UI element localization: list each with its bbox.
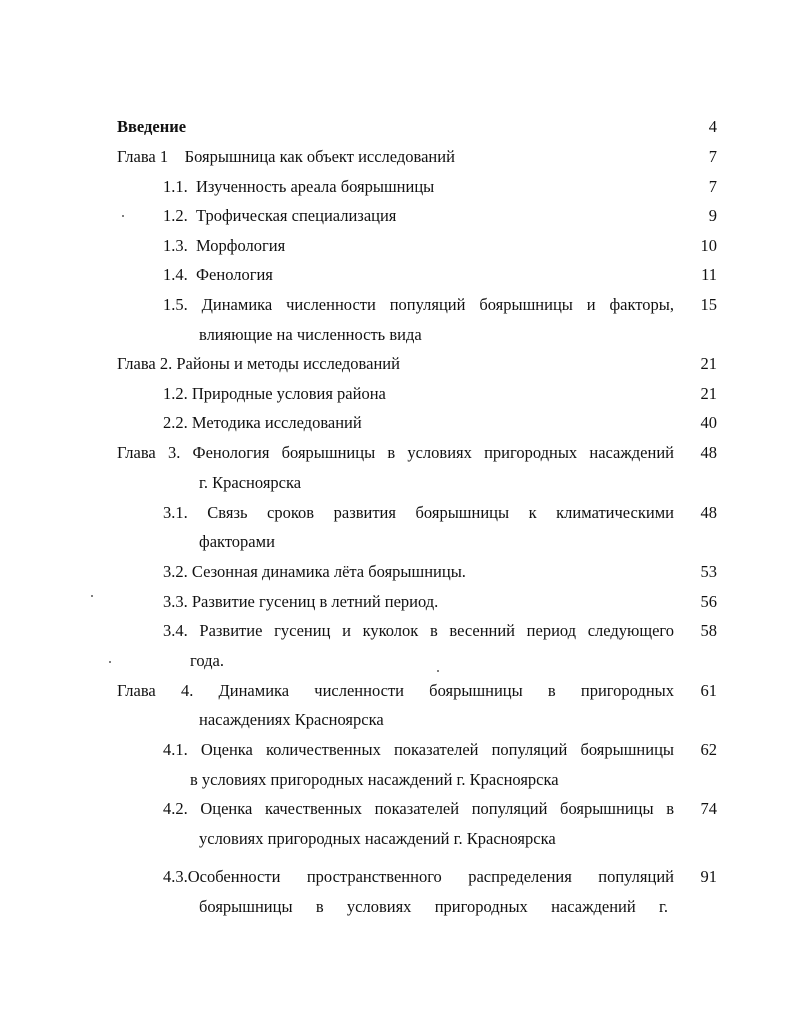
toc-entry-2-2: 2.2. Методика исследований bbox=[163, 413, 362, 432]
toc-entry-1-5: 1.5. Динамика численности популяций боярышницы и факторы, bbox=[163, 295, 674, 314]
toc-entry-1-3: 1.3. Морфология bbox=[163, 236, 286, 255]
toc-page-number: 53 bbox=[700, 562, 717, 581]
toc-page-number: 58 bbox=[700, 621, 717, 640]
scan-speck bbox=[109, 661, 111, 663]
toc-entry-chapter-1: Глава 1 Боярышница как объект исследований bbox=[117, 147, 455, 166]
toc-page-number: 7 bbox=[708, 147, 717, 166]
toc-entry-continuation: насаждениях Красноярска bbox=[199, 710, 384, 729]
toc-page-number: 21 bbox=[700, 354, 717, 373]
toc-page-number: 15 bbox=[700, 295, 717, 314]
toc-page-number: 9 bbox=[708, 206, 717, 225]
toc-page-number: 74 bbox=[700, 799, 717, 818]
toc-page-number: 56 bbox=[700, 592, 717, 611]
toc-entry-chapter-3: Глава 3. Фенология боярышницы в условиях пригородных насаждений bbox=[117, 443, 674, 462]
toc-entry-3-2: 3.2. Сезонная динамика лёта боярышницы. bbox=[163, 562, 466, 581]
toc-entry-3-4: 3.4. Развитие гусениц и куколок в весенний период следующего bbox=[163, 621, 674, 640]
toc-entry-continuation: условиях пригородных насаждений г. Красноярска bbox=[199, 829, 556, 848]
toc-entry-chapter-4: Глава 4. Динамика численности боярышницы в пригородных bbox=[117, 681, 674, 700]
toc-entry-continuation: в условиях пригородных насаждений г. Красноярска bbox=[190, 770, 559, 789]
scan-speck bbox=[91, 595, 93, 597]
toc-entry-continuation: факторами bbox=[199, 532, 275, 551]
toc-entry-4-1: 4.1. Оценка количественных показателей популяций боярышницы bbox=[163, 740, 674, 759]
toc-page-number: 7 bbox=[708, 177, 717, 196]
toc-entry-1-4: 1.4. Фенология bbox=[163, 265, 273, 284]
toc-page-number: 21 bbox=[700, 384, 717, 403]
toc-entry-1-1: 1.1. Изученность ареала боярышницы bbox=[163, 177, 435, 196]
toc-page-number: 91 bbox=[700, 867, 717, 886]
toc-entry-4-3: 4.3.Особенности пространственного распределения популяций bbox=[163, 867, 674, 886]
toc-entry-3-1: 3.1. Связь сроков развития боярышницы к климатическими bbox=[163, 503, 674, 522]
scan-speck bbox=[437, 670, 439, 672]
toc-page-number: 40 bbox=[700, 413, 717, 432]
toc-entry-continuation: влияющие на численность вида bbox=[199, 325, 422, 344]
toc-entry-2-1: 1.2. Природные условия района bbox=[163, 384, 386, 403]
scan-speck bbox=[122, 215, 124, 217]
toc-page-number: 10 bbox=[700, 236, 717, 255]
toc-entry-continuation: года. bbox=[190, 651, 224, 670]
toc-page-number: 11 bbox=[701, 265, 717, 284]
toc-page-number: 4 bbox=[708, 117, 717, 136]
toc-entry-3-3: 3.3. Развитие гусениц в летний период. bbox=[163, 592, 439, 611]
toc-entry-4-2: 4.2. Оценка качественных показателей популяций боярышницы в bbox=[163, 799, 674, 818]
toc-entry-continuation: г. Красноярска bbox=[199, 473, 302, 492]
toc-page-number: 61 bbox=[700, 681, 717, 700]
toc-entry-chapter-2: Глава 2. Районы и методы исследований bbox=[117, 354, 400, 373]
toc-page-number: 48 bbox=[700, 443, 717, 462]
toc-entry-introduction: Введение bbox=[117, 117, 187, 136]
toc-page-number: 62 bbox=[700, 740, 717, 759]
toc-entry-continuation: боярышницы в условиях пригородных насаждений г. bbox=[199, 897, 668, 916]
toc-entry-1-2: 1.2. Трофическая специализация bbox=[163, 206, 397, 225]
toc-page-number: 48 bbox=[700, 503, 717, 522]
